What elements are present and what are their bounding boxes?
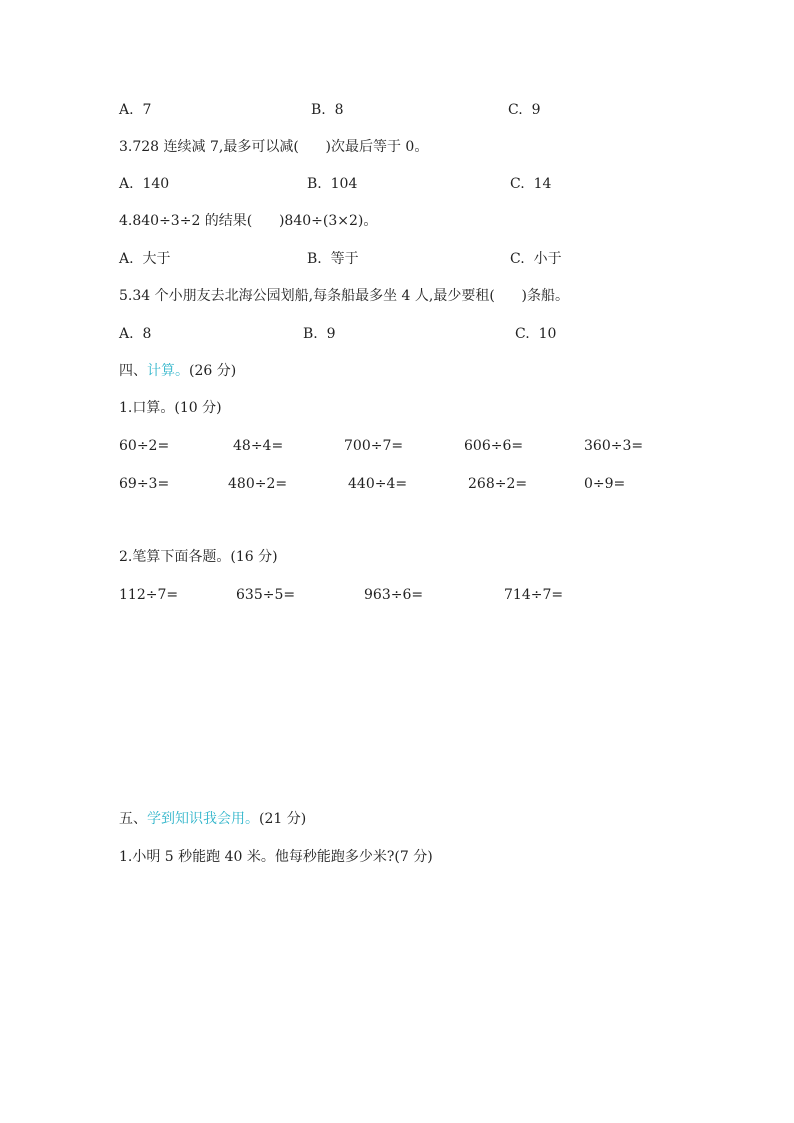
q4-stem: 4.840÷3÷2 的结果( )840÷(3×2)。: [119, 213, 378, 229]
oral-item: 360÷3=: [584, 438, 644, 454]
section-5-title: 学到知识我会用。: [147, 811, 259, 827]
section-4-prefix: 四、: [119, 363, 147, 379]
oral-item: 606÷6=: [464, 438, 524, 454]
q5-option-c: C. 10: [515, 326, 557, 342]
q5-option-b: B. 9: [303, 326, 336, 342]
oral-item: 268÷2=: [468, 476, 528, 492]
section-4-score: (26 分): [189, 363, 237, 379]
q4-option-c: C. 小于: [510, 251, 562, 267]
q4-option-a: A. 大于: [119, 251, 171, 267]
oral-item: 69÷3=: [119, 476, 170, 492]
section-5-question-1: 1.小明 5 秒能跑 40 米。他每秒能跑多少米?(7 分): [119, 849, 433, 865]
written-calc-heading: 2.笔算下面各题。(16 分): [119, 549, 278, 565]
written-item: 635÷5=: [236, 587, 296, 603]
oral-item: 480÷2=: [228, 476, 288, 492]
q2-option-c: C. 9: [508, 102, 541, 118]
section-4-title: 计算。: [147, 363, 189, 379]
oral-item: 48÷4=: [233, 438, 284, 454]
written-item: 112÷7=: [119, 587, 179, 603]
q5-option-a: A. 8: [119, 326, 152, 342]
q3-option-a: A. 140: [119, 176, 170, 192]
q3-stem: 3.728 连续减 7,最多可以减( )次最后等于 0。: [119, 139, 429, 155]
written-item: 963÷6=: [364, 587, 424, 603]
oral-calc-heading: 1.口算。(10 分): [119, 400, 222, 416]
q2-option-b: B. 8: [311, 102, 344, 118]
oral-item: 700÷7=: [344, 438, 404, 454]
oral-item: 60÷2=: [119, 438, 170, 454]
oral-item: 440÷4=: [348, 476, 408, 492]
written-item: 714÷7=: [504, 587, 564, 603]
q4-option-b: B. 等于: [307, 251, 359, 267]
q2-option-a: A. 7: [119, 102, 152, 118]
oral-item: 0÷9=: [584, 476, 626, 492]
section-5-score: (21 分): [259, 811, 307, 827]
section-4-heading: [119, 362, 236, 380]
q5-stem: 5.34 个小朋友去北海公园划船,每条船最多坐 4 人,最少要租( )条船。: [119, 288, 569, 304]
section-5-prefix: 五、: [119, 811, 147, 827]
q3-option-c: C. 14: [510, 176, 552, 192]
q3-option-b: B. 104: [307, 176, 358, 192]
section-5-heading: [119, 810, 306, 828]
